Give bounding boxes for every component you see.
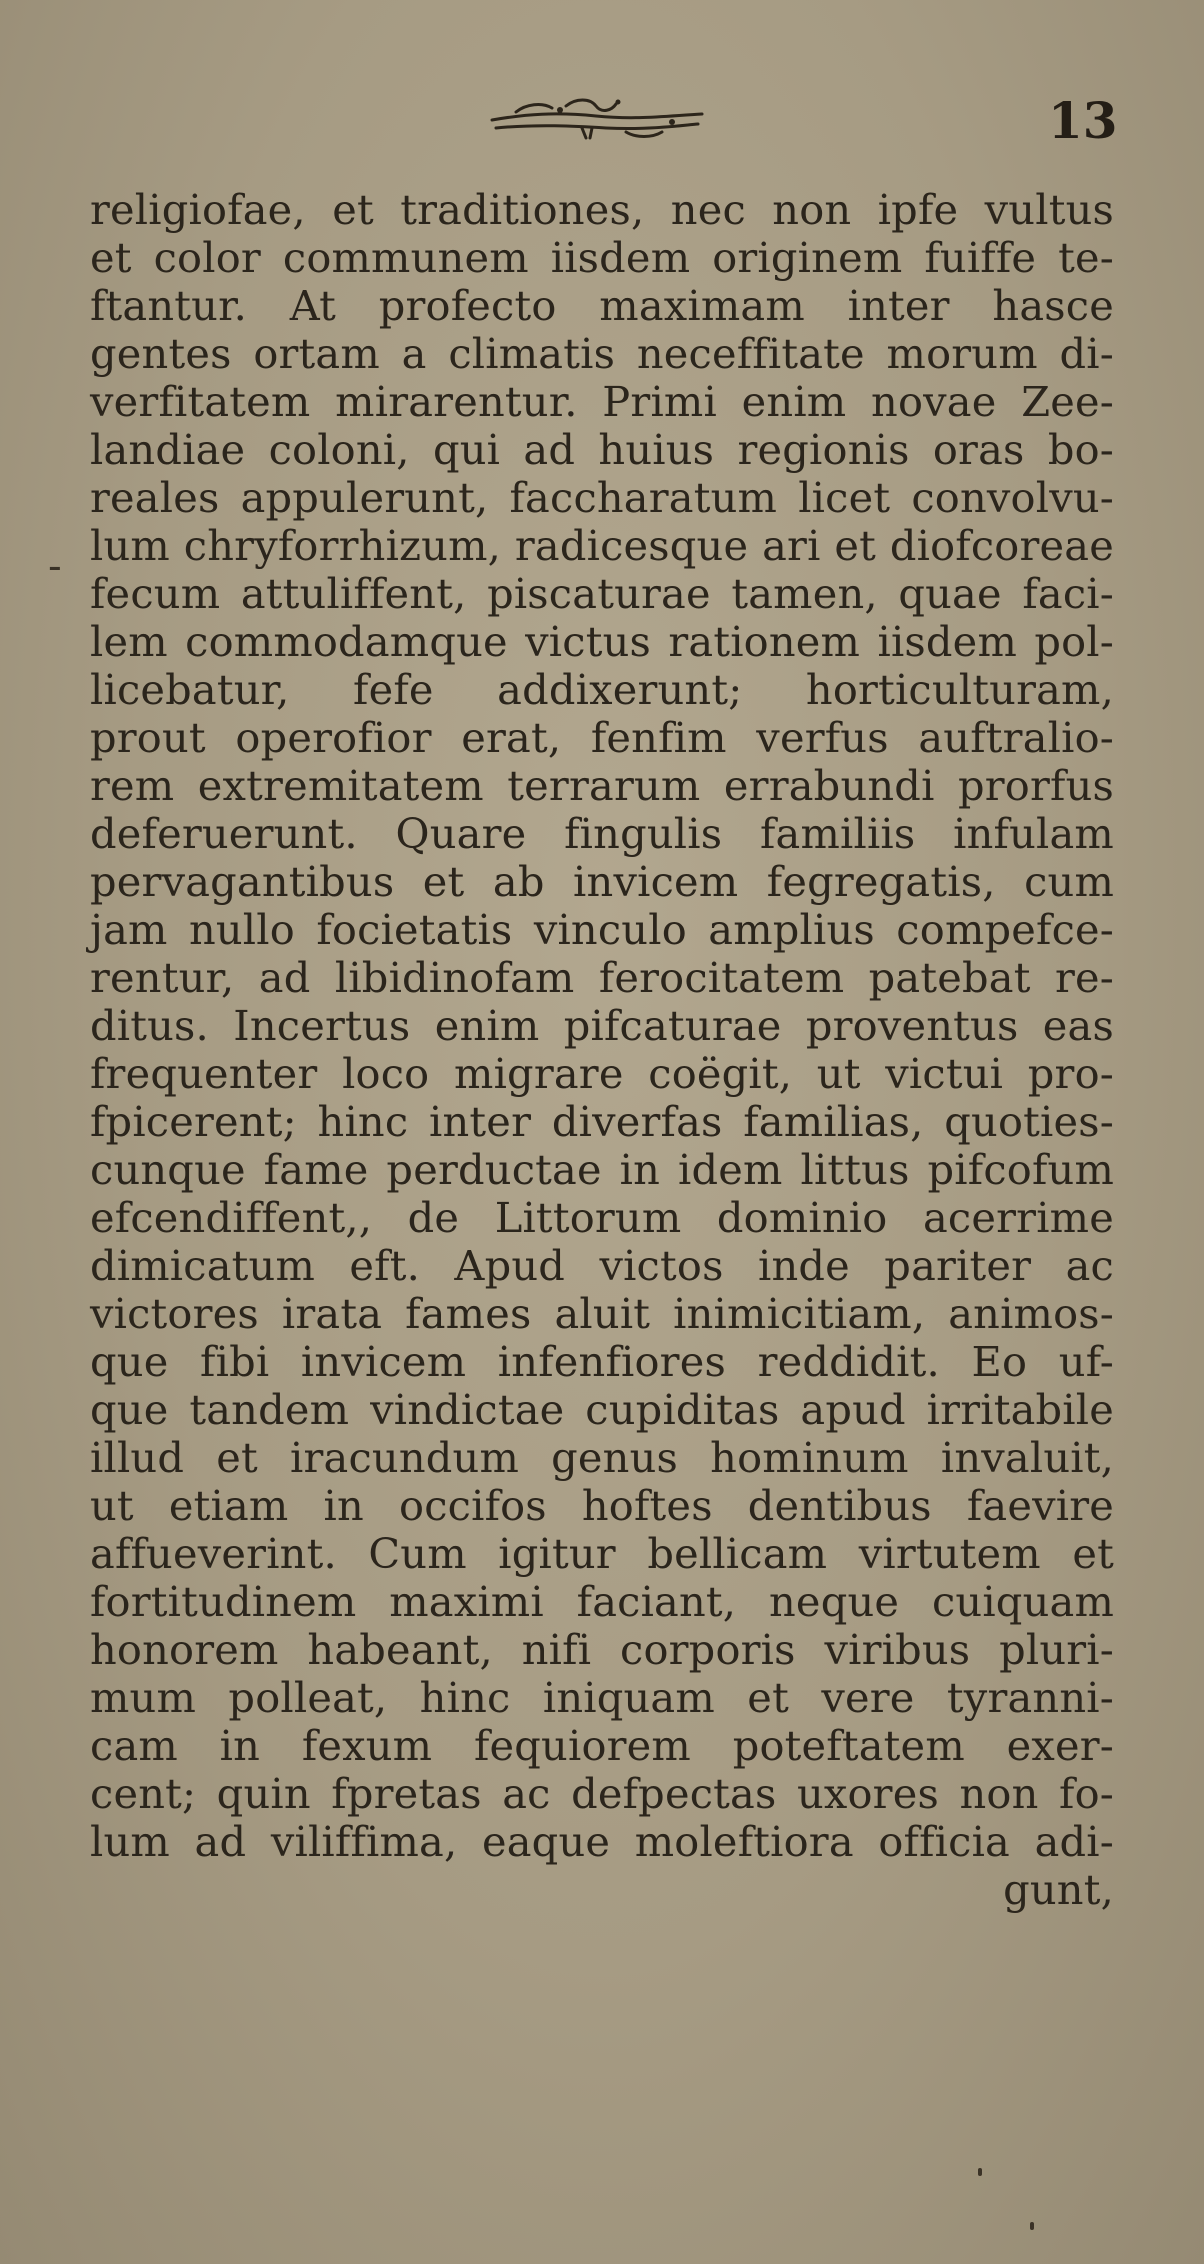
text-line: et color communem iisdem originem fuiffe te- — [90, 233, 1114, 282]
text-line: prout operofior erat, fenfim verfus auftralio- — [90, 713, 1114, 762]
ink-speck — [1030, 2222, 1034, 2230]
page-header — [0, 78, 1204, 158]
catchword: gunt, — [1003, 1865, 1114, 1914]
text-line: cam in fexum fequiorem poteftatem exer- — [90, 1721, 1114, 1770]
text-line: verfitatem mirarentur. Primi enim novae Zee- — [90, 377, 1114, 426]
text-line: ditus. Incertus enim pifcaturae proventus eas — [90, 1001, 1114, 1050]
text-line: cunque fame perductae in idem littus pifcofum — [90, 1145, 1114, 1194]
text-line: lum chryforrhizum, radicesque ari et diofcoreae — [90, 521, 1114, 570]
text-line: efcendiffent,, de Littorum dominio acerrime — [90, 1193, 1114, 1242]
text-line: lem commodamque victus rationem iisdem pol- — [90, 617, 1114, 666]
text-line: ftantur. At profecto maximam inter hasce — [90, 281, 1114, 330]
text-line: que tandem vindictae cupiditas apud irritabile — [90, 1385, 1114, 1434]
text-line: ut etiam in occifos hoftes dentibus faevire — [90, 1481, 1114, 1530]
printer-ornament-icon — [486, 92, 708, 140]
text-line: frequenter loco migrare coëgit, ut victui pro- — [90, 1049, 1114, 1098]
text-line: jam nullo focietatis vinculo amplius compefce- — [90, 905, 1114, 954]
text-line: victores irata fames aluit inimicitiam, animos- — [90, 1289, 1114, 1338]
text-line: honorem habeant, nifi corporis viribus pluri- — [90, 1625, 1114, 1674]
text-line: rentur, ad libidinofam ferocitatem patebat re- — [90, 953, 1114, 1002]
text-line: fortitudinem maximi faciant, neque cuiquam — [90, 1577, 1114, 1626]
text-line: cent; quin fpretas ac defpectas uxores non fo- — [90, 1769, 1114, 1818]
text-line: fecum attuliffent, piscaturae tamen, quae faci- — [90, 569, 1114, 618]
text-line: lum ad viliffima, eaque moleftiora officia adi- — [90, 1817, 1114, 1866]
margin-mark: - — [48, 544, 62, 588]
text-line: gentes ortam a climatis neceffitate morum di- — [90, 329, 1114, 378]
text-line: religiofae, et traditiones, nec non ipfe vultus — [90, 185, 1114, 234]
text-line: pervagantibus et ab invicem fegregatis, cum — [90, 857, 1114, 906]
text-line: landiae coloni, qui ad huius regionis oras bo- — [90, 425, 1114, 474]
text-line: affueverint. Cum igitur bellicam virtutem et — [90, 1529, 1114, 1578]
text-line: deferuerunt. Quare fingulis familiis infulam — [90, 809, 1114, 858]
page-number: 13 — [1048, 91, 1118, 150]
text-line: fpicerent; hinc inter diverfas familias, quoties- — [90, 1097, 1114, 1146]
text-line: reales appulerunt, faccharatum licet convolvu- — [90, 473, 1114, 522]
text-line: dimicatum eft. Apud victos inde pariter ac — [90, 1241, 1114, 1290]
text-line: licebatur, fefe addixerunt; horticulturam, — [90, 665, 1114, 714]
text-line: illud et iracundum genus hominum invaluit, — [90, 1433, 1114, 1482]
text-line: rem extremitatem terrarum errabundi prorfus — [90, 761, 1114, 810]
ink-speck — [978, 2168, 982, 2176]
text-line: mum polleat, hinc iniquam et vere tyranni- — [90, 1673, 1114, 1722]
text-line: que fibi invicem infenfiores reddidit. Eo uf- — [90, 1337, 1114, 1386]
body-text — [90, 186, 1114, 1914]
